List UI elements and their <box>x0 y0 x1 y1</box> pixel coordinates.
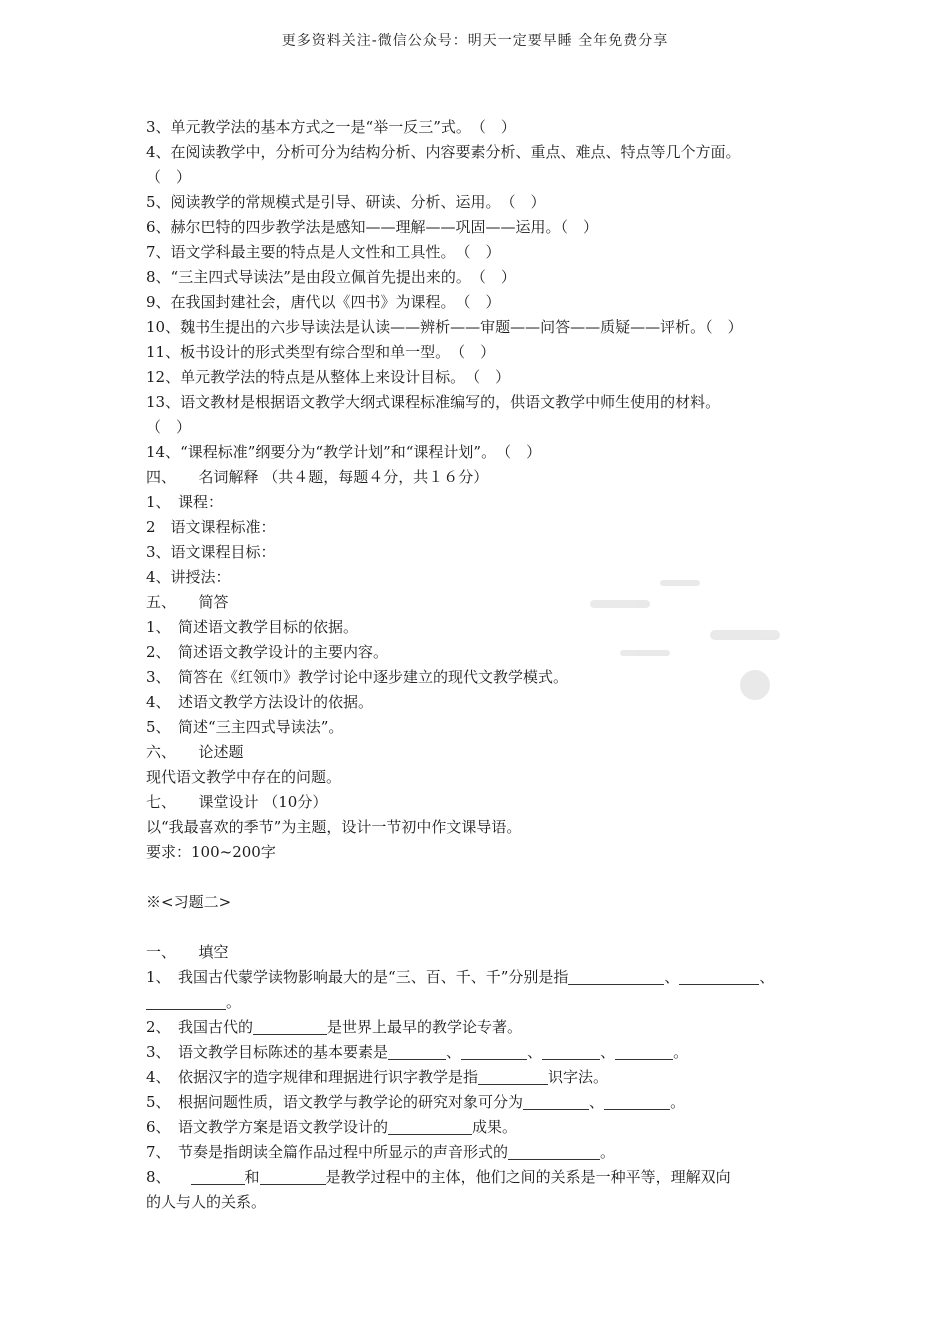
judge-item: 12、单元教学法的特点是从整体上来设计目标。 （ ） <box>146 368 511 386</box>
fill-item: 2、 我国古代的 是世界上最早的教学论专著。 <box>146 1018 523 1036</box>
design-item: 要求：100~200字 <box>146 843 276 861</box>
term-item: 4、讲授法： <box>146 568 231 586</box>
judge-item: 8、“三主四式导读法”是由段立佩首先提出来的。 （ ） <box>146 268 516 286</box>
fill-item: 4、 依据汉字的造字规律和理据进行识字教学是指 识字法。 <box>146 1068 609 1086</box>
judge-item: 11、板书设计的形式类型有综合型和单一型。 （ ） <box>146 343 496 361</box>
short-answer-item: 3、 简答在《红领巾》教学讨论中逐步建立的现代文教学模式。 <box>146 668 569 686</box>
fill-item: 7、 节奏是指朗读全篇作品过程中所显示的声音形式的 。 <box>146 1143 616 1161</box>
judge-item: 5、阅读教学的常规模式是引导、研读、分析、运用。 （ ） <box>146 193 546 211</box>
judge-item: 9、在我国封建社会，唐代以《四书》为课程。 （ ） <box>146 293 501 311</box>
judge-item: 14、“课程标准”纲要分为“教学计划”和“课程计划”。 （ ） <box>146 443 542 461</box>
term-item: 3、语文课程目标： <box>146 543 276 561</box>
essay-item: 现代语文教学中存在的问题。 <box>146 768 342 786</box>
short-answer-item: 2、 简述语文教学设计的主要内容。 <box>146 643 389 661</box>
judge-item: 10、魏书生提出的六步导读法是认读——辨析——审题——问答——质疑——评析。（ ） <box>146 318 743 336</box>
short-answer-item: 1、 简述语文教学目标的依据。 <box>146 618 359 636</box>
fill-item: 。 <box>146 990 816 1015</box>
judge-item: 13、语文教材是根据语文教学大纲式课程标准编写的，供语文教学中师生使用的材料。 <box>146 393 721 411</box>
term-item: 1、 课程： <box>146 493 224 511</box>
document-body <box>146 115 816 1215</box>
fill-item: 3、 语文教学目标陈述的基本要素是 、 、 、 。 <box>146 1043 689 1061</box>
short-answer-item: 4、 述语文教学方法设计的依据。 <box>146 693 374 711</box>
section-title: 五、 简答 <box>146 593 229 611</box>
exercise-title: ※<习题二> <box>146 893 232 911</box>
fill-item: 的人与人的关系。 <box>146 1193 267 1211</box>
judge-item: 3、单元教学法的基本方式之一是“举一反三”式。 （ ） <box>146 118 516 136</box>
term-item: 2 语文课程标准： <box>146 518 276 536</box>
section-title: 七、 课堂设计 （10分） <box>146 793 328 811</box>
judge-item: （ ） <box>146 168 192 186</box>
design-item: 以“我最喜欢的季节”为主题，设计一节初中作文课导语。 <box>146 818 522 836</box>
judge-item: 6、赫尔巴特的四步教学法是感知——理解——巩固——运用。（ ） <box>146 218 599 236</box>
judge-item: 7、语文学科最主要的特点是人文性和工具性。 （ ） <box>146 243 501 261</box>
short-answer-item: 5、 简述“三主四式导读法”。 <box>146 718 344 736</box>
fill-item: 8、 和 是教学过程中的主体，他们之间的关系是一种平等，理解双向 <box>146 1168 731 1186</box>
judge-item: 4、在阅读教学中，分析可分为结构分析、内容要素分析、重点、难点、特点等几个方面。 <box>146 143 741 161</box>
section-title: 一、 填空 <box>146 943 229 961</box>
fill-item: 6、 语文教学方案是语文教学设计的 成果。 <box>146 1118 518 1136</box>
page-header: 更多资料关注-微信公众号：明天一定要早睡 全年免费分享 <box>281 33 669 49</box>
fill-item: 1、 我国古代蒙学读物影响最大的是“三、百、千、千”分别是指 、 、 <box>146 968 775 986</box>
judge-item: （ ） <box>146 418 192 436</box>
section-title: 六、 论述题 <box>146 743 244 761</box>
fill-item: 5、 根据问题性质，语文教学与教学论的研究对象可分为 、 。 <box>146 1093 686 1111</box>
section-title: 四、 名词解释 （共４题，每题４分，共１６分） <box>146 468 489 486</box>
